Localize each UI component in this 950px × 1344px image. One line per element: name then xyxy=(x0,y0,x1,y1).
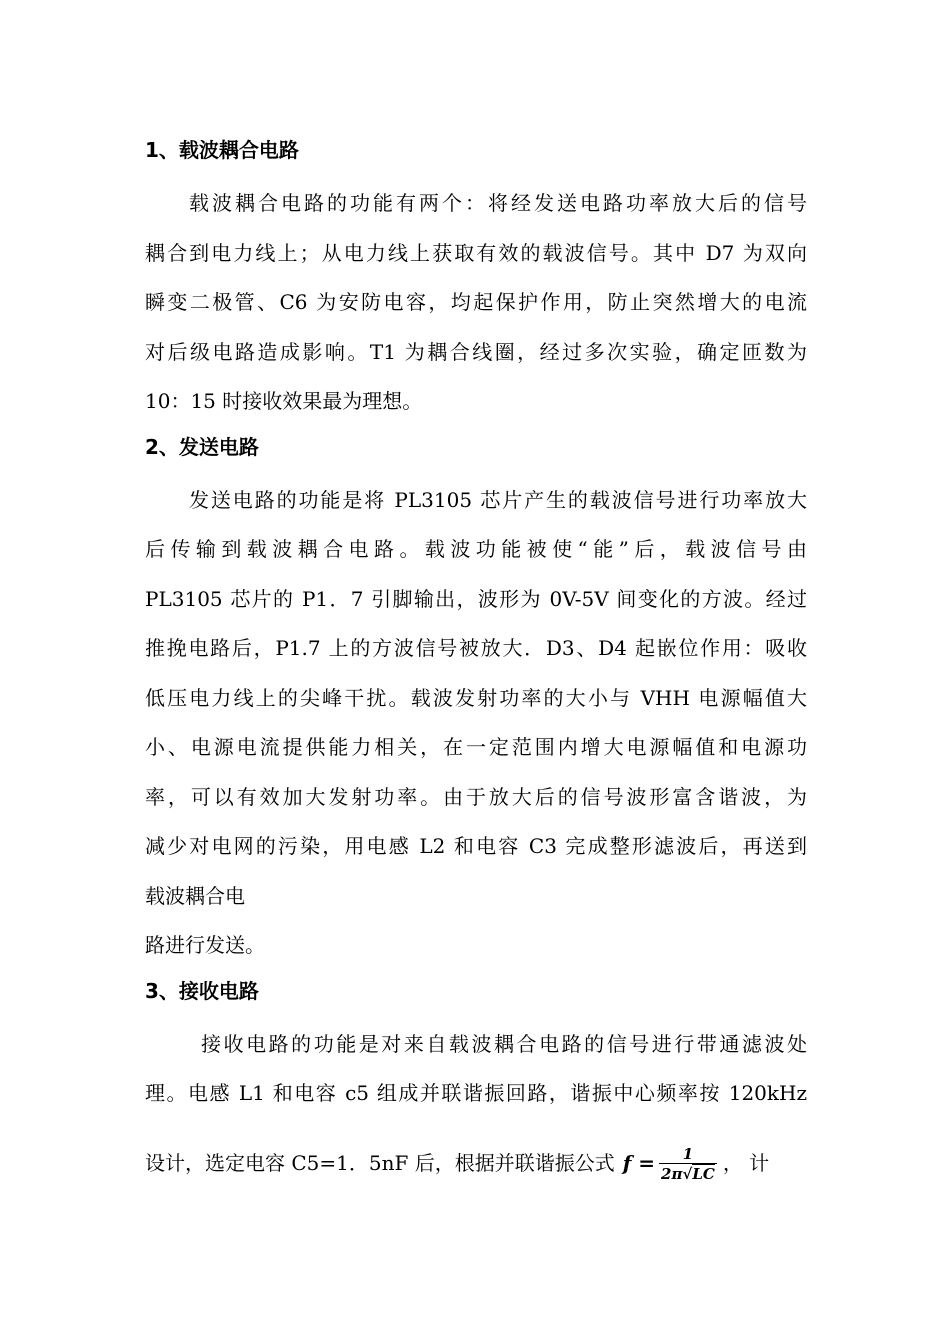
paragraph-line: 瞬变二极管、C6 为安防电容，均起保护作用，防止突然增大的电流 xyxy=(145,290,807,314)
formula-radicand: LC xyxy=(692,1164,715,1183)
paragraph-line: 发送电路的功能是将 PL3105 芯片产生的载波信号进行功率放大 xyxy=(189,487,807,512)
paragraph-line: 载波耦合电 xyxy=(145,883,245,908)
radical-icon: √ xyxy=(682,1164,693,1183)
formula-line-text-after: ， 计 xyxy=(722,1151,770,1175)
document-page xyxy=(145,130,807,1189)
paragraph-line: PL3105 芯片的 P1．7 引脚输出，波形为 0V-5V 间变化的方波。经过 xyxy=(145,586,807,611)
paragraph-line: 10：15 时接收效果最为理想。 xyxy=(145,389,423,413)
formula-lhs: f = xyxy=(622,1151,656,1175)
formula-numerator: 1 xyxy=(682,1144,694,1163)
paragraph-line: 后传输到载波耦合电路。载波功能被使“能”后，载波信号由 xyxy=(145,537,807,561)
paragraph-line: 对后级电路造成影响。T1 为耦合线圈，经过多次实验，确定匝数为 xyxy=(145,339,807,364)
section-1-paragraph xyxy=(145,179,807,427)
paragraph-line: 减少对电网的污染，用电感 L2 和电容 C3 完成整形滤波后，再送到 xyxy=(145,834,807,858)
paragraph-line: 理。电感 L1 和电容 c5 组成并联谐振回路，谐振中心频率按 120kHz xyxy=(145,1081,807,1105)
paragraph-line: 耦合到电力线上；从电力线上获取有效的载波信号。其中 D7 为双向 xyxy=(145,240,807,265)
formula-line-text-before: 设计，选定电容 C5=1．5nF 后，根据并联谐振公式 xyxy=(145,1151,615,1175)
paragraph-line: 接收电路的功能是对来自载波耦合电路的信号进行带通滤波处 xyxy=(201,1031,807,1056)
paragraph-line: 低压电力线上的尖峰干扰。载波发射功率的大小与 VHH 电源幅值大 xyxy=(145,685,807,710)
paragraph-line: 率，可以有效加大发射功率。由于放大后的信号波形富含谐波，为 xyxy=(145,784,807,809)
formula-fraction xyxy=(659,1145,717,1183)
formula-line xyxy=(145,1119,807,1189)
section-3-heading: 3、接收电路 xyxy=(145,978,259,1003)
section-1-heading: 1、载波耦合电路 xyxy=(145,138,299,162)
paragraph-line: 小、电源电流提供能力相关，在一定范围内增大电源幅值和电源功 xyxy=(145,735,807,759)
paragraph-line: 推挽电路后，P1.7 上的方波信号被放大．D3、D4 起嵌位作用：吸收 xyxy=(145,636,807,660)
paragraph-line: 载波耦合电路的功能有两个：将经发送电路功率放大后的信号 xyxy=(189,191,807,215)
formula-denominator-prefix: 2π xyxy=(661,1164,683,1183)
section-2-paragraph xyxy=(145,476,807,971)
section-3-paragraph xyxy=(145,1020,807,1189)
section-2-heading: 2、发送电路 xyxy=(145,434,259,459)
paragraph-line: 路进行发送。 xyxy=(145,933,265,957)
resonance-formula xyxy=(623,1139,717,1189)
formula-denominator xyxy=(659,1163,717,1183)
